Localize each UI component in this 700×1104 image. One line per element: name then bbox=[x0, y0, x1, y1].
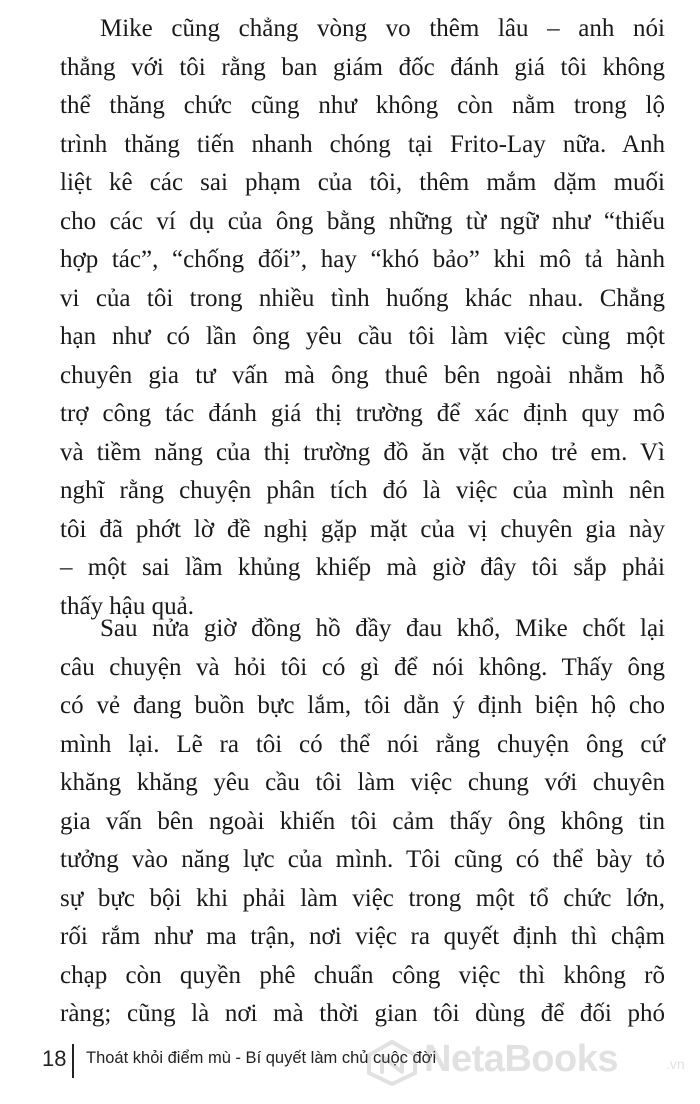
text-line: liệt kê các sai phạm của tôi, thêm mắm dặm muối bbox=[60, 169, 665, 196]
watermark bbox=[366, 1038, 696, 1088]
watermark-text: NetaBooks bbox=[424, 1038, 618, 1080]
text-line: mình lại. Lẽ ra tôi có thể nói rằng chuyện ông cứ bbox=[60, 730, 665, 758]
text-line: trình thăng tiến nhanh chóng tại Frito-Lay nữa. Anh bbox=[60, 130, 665, 158]
text-line: tôi đã phớt lờ đề nghị gặp mặt của vị chuyên gia này bbox=[60, 515, 665, 543]
text-line: thấy hậu quả. bbox=[60, 592, 194, 620]
paragraph-2 bbox=[60, 610, 665, 1034]
text-line: tưởng vào năng lực của mình. Tôi cũng có thể bày tỏ bbox=[60, 846, 665, 873]
text-line: nghĩ rằng chuyện phân tích đó là việc của mình nên bbox=[60, 477, 665, 504]
running-title: Thoát khỏi điểm mù - Bí quyết làm chủ cuộc đời bbox=[86, 1049, 437, 1067]
text-line: thể thăng chức cũng như không còn nằm trong lộ bbox=[60, 92, 665, 119]
text-line: rối rắm như ma trận, nơi việc ra quyết định thì chậm bbox=[60, 923, 665, 950]
text-line: cho các ví dụ của ông bằng những từ ngữ như “thiếu bbox=[60, 207, 665, 235]
text-line: trợ công tác đánh giá thị trường để xác định quy mô bbox=[60, 400, 665, 427]
page-number: 18 bbox=[42, 1046, 67, 1071]
text-line: thẳng với tôi rằng ban giám đốc đánh giá tôi không bbox=[60, 53, 665, 81]
text-line: hợp tác”, “chống đối”, hay “khó bảo” khi mô tả hành bbox=[60, 246, 665, 273]
text-line: Sau nửa giờ đồng hồ đầy đau khổ, Mike chốt lại bbox=[100, 615, 665, 642]
text-line: – một sai lầm khủng khiếp mà giờ đây tôi sắp phải bbox=[60, 554, 665, 581]
page-footer bbox=[0, 1038, 700, 1098]
text-line: và tiềm năng của thị trường đồ ăn vặt cho trẻ em. Vì bbox=[60, 438, 665, 466]
footer-divider bbox=[72, 1044, 74, 1078]
text-line: chuyên gia tư vấn mà ông thuê bên ngoài nhằm hỗ bbox=[60, 361, 665, 389]
text-line: câu chuyện và hỏi tôi có gì để nói không. Thấy ông bbox=[60, 653, 665, 681]
netabooks-logo-icon bbox=[366, 1040, 418, 1086]
paragraph-1 bbox=[60, 10, 665, 626]
text-line: khăng khăng yêu cầu tôi làm việc chung với chuyên bbox=[60, 769, 665, 796]
text-line: gia vấn bên ngoài khiến tôi cảm thấy ông không tin bbox=[60, 807, 665, 835]
text-line: sự bực bội khi phải làm việc trong một tổ chức lớn, bbox=[60, 884, 665, 912]
text-line: chạp còn quyền phê chuẩn công việc thì không rõ bbox=[60, 961, 665, 989]
text-line: hạn như có lần ông yêu cầu tôi làm việc cùng một bbox=[60, 323, 665, 350]
text-line: ràng; cũng là nơi mà thời gian tôi dùng để đối phó bbox=[60, 1000, 665, 1027]
watermark-suffix: .vn bbox=[666, 1056, 685, 1072]
text-line: có vẻ đang buồn bực lắm, tôi dằn ý định biện hộ cho bbox=[60, 692, 665, 719]
text-line: Mike cũng chẳng vòng vo thêm lâu – anh nói bbox=[100, 15, 665, 42]
text-line: vi của tôi trong nhiều tình huống khác nhau. Chẳng bbox=[60, 284, 665, 312]
